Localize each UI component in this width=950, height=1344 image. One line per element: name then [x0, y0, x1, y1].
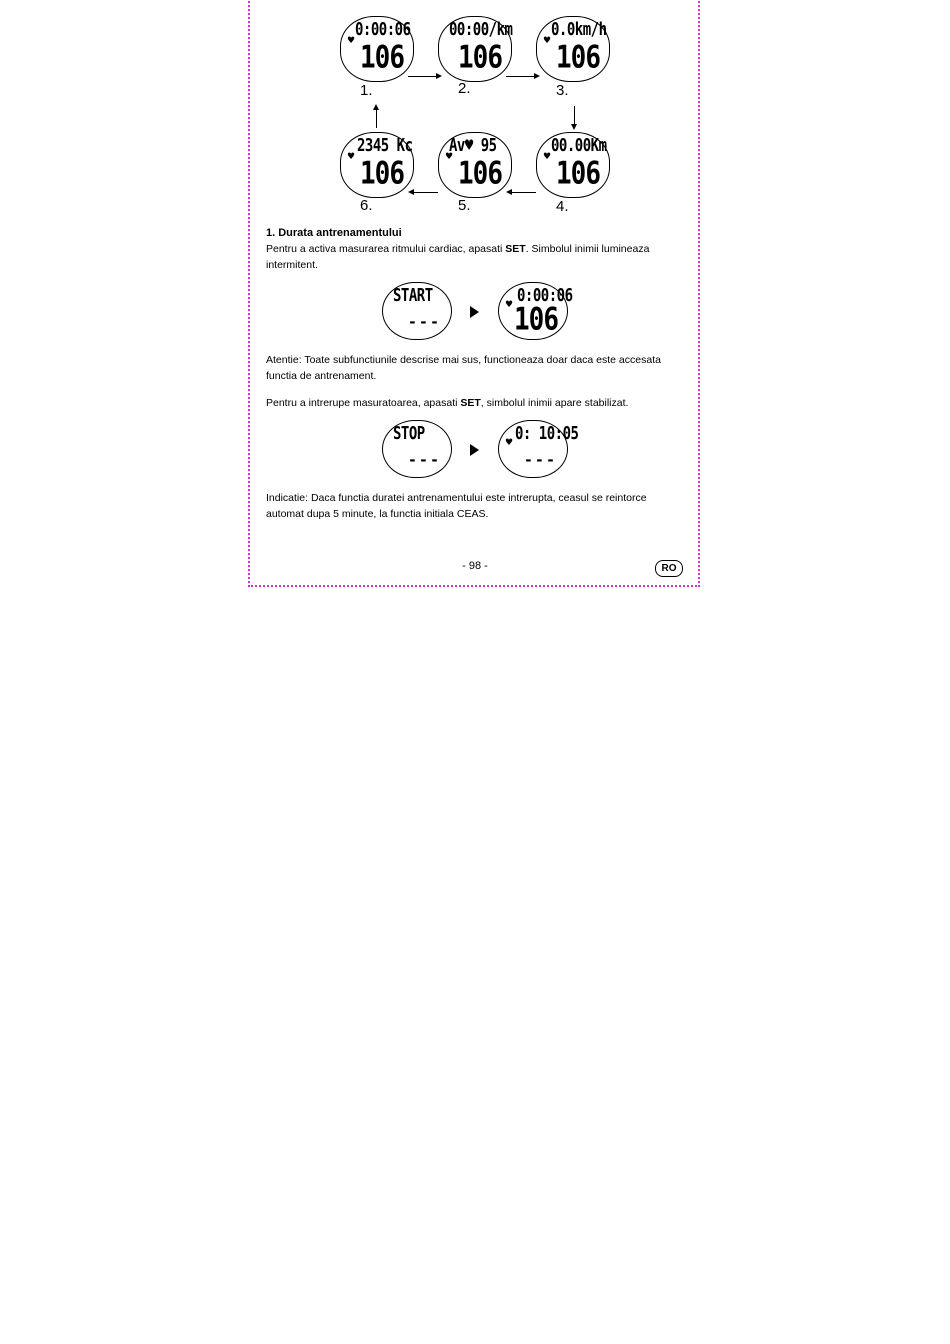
heart-rate-value: 106	[556, 39, 600, 76]
arrow-left	[410, 192, 438, 193]
note-paragraph: Indicatie: Daca functia duratei antrenamentului este intrerupta, ceasul se reintorce automat dupa 5 minute, la functia initiala CEAS.	[266, 492, 647, 520]
heart-rate-value: 106	[556, 155, 600, 192]
dashes: ---	[407, 313, 441, 331]
screen-top-line: 00:00/km	[449, 20, 513, 40]
screen-top-line: Av♥ 95	[449, 136, 497, 156]
screen-top-line: 0.0km/h	[551, 20, 607, 40]
heart-icon: ♥	[543, 152, 552, 162]
start-screen	[382, 282, 452, 340]
intro-text: Pentru a activa masurarea ritmului cardiac, apasati	[266, 243, 506, 255]
step-label-1: 1.	[360, 82, 373, 99]
heart-rate-value: 106	[360, 39, 404, 76]
watch-screen-6	[340, 132, 414, 198]
stop-screen	[382, 420, 452, 478]
stop-text-end: , simbolul inimii apare stabilizat.	[480, 397, 629, 409]
watch-screen-4	[536, 132, 610, 198]
arrow-tip-left	[408, 189, 414, 195]
heart-rate-value: 106	[458, 39, 502, 76]
timer-stopped-screen	[498, 420, 579, 478]
arrow-right	[408, 76, 438, 77]
set-key: SET	[460, 397, 481, 409]
timer-value: 0:00:06	[517, 286, 573, 306]
heart-icon: ♥	[445, 152, 454, 162]
arrow-left	[508, 192, 536, 193]
stop-label: STOP	[393, 424, 425, 444]
stop-screens	[382, 420, 579, 480]
step-label-6: 6.	[360, 197, 373, 214]
screen-top-line: 0:00:06	[355, 20, 411, 40]
heart-icon: ♥	[347, 36, 356, 46]
heart-rate-value: 106	[514, 301, 558, 338]
play-arrow-icon	[470, 306, 479, 318]
blinking-heart-icon: ♥	[505, 300, 514, 310]
heart-icon: ♥	[347, 152, 356, 162]
set-key: SET	[505, 243, 526, 255]
step-label-5: 5.	[458, 197, 471, 214]
step-label-4: 4.	[556, 198, 569, 215]
arrow-up	[376, 110, 377, 128]
watch-screen-5	[438, 132, 512, 198]
arrow-down	[574, 106, 575, 126]
start-screens	[382, 282, 572, 342]
timer-value: 0: 10:05	[515, 424, 579, 444]
intro-paragraph	[266, 241, 684, 273]
intro-text-end: . Simbolul inimii lumineaza intermitent.	[266, 243, 650, 271]
language-badge: RO	[655, 560, 683, 577]
start-label: START	[393, 286, 433, 306]
arrow-tip-down	[571, 124, 577, 130]
heart-icon: ♥	[543, 36, 552, 46]
play-arrow-icon	[470, 444, 479, 456]
stop-text: Pentru a intrerupe masuratoarea, apasati	[266, 397, 461, 409]
step-label-2: 2.	[458, 80, 471, 97]
arrow-tip-left	[506, 189, 512, 195]
dashes: ---	[407, 451, 441, 469]
screen-top-line: 2345 Kc	[357, 136, 413, 156]
page-number: - 98 -	[462, 560, 488, 572]
heart-rate-value: 106	[458, 155, 502, 192]
heart-rate-value: 106	[360, 155, 404, 192]
screen-top-line: 00.00Km	[551, 136, 607, 156]
arrow-tip-up	[373, 104, 379, 110]
arrow-tip-right	[436, 73, 442, 79]
arrow-right	[506, 76, 536, 77]
watch-screen-3	[536, 16, 610, 82]
watch-screen-1	[340, 16, 414, 82]
timer-running-screen	[498, 282, 573, 340]
stop-paragraph	[266, 395, 684, 411]
dashes: ---	[523, 451, 557, 469]
attention-paragraph: Atentie: Toate subfunctiunile descrise mai sus, functioneaza doar daca este accesata functia de antrenament.	[266, 354, 661, 382]
display-cycle-diagram	[330, 10, 630, 220]
step-label-3: 3.	[556, 82, 569, 99]
heart-icon: ♥	[505, 438, 514, 448]
arrow-tip-right	[534, 73, 540, 79]
watch-screen-2	[438, 16, 512, 82]
section-heading: 1. Durata antrenamentului	[266, 227, 402, 239]
